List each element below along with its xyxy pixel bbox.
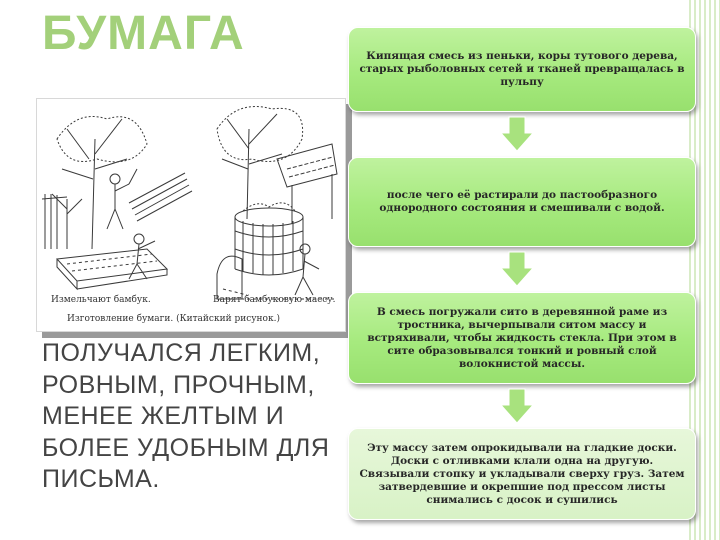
down-arrow-icon	[500, 115, 534, 153]
caption-right: Варят бамбуковую массу.	[213, 295, 336, 305]
down-arrow-icon	[500, 250, 534, 288]
caption-left: Измельчают бамбук.	[51, 295, 151, 305]
process-step-3	[348, 292, 696, 384]
process-step-text: Эту массу затем опрокидывали на гладкие доски. Доски с отливками клали одна на другую. Связывали стопку и укладывали сверху груз. Затем затвердевшие и окрепшие под прессом листы снимались с досок и сушились	[359, 441, 685, 506]
process-step-2	[348, 157, 696, 247]
down-arrow-icon	[500, 387, 534, 425]
paper-description: ПОЛУЧАЛСЯ ЛЕГКИМ, РОВНЫМ, ПРОЧНЫМ, МЕНЕЕ ЖЕЛТЫМ И БОЛЕЕ УДОБНЫМ ДЛЯ ПИСЬМА.	[42, 339, 330, 493]
page-title: БУМАГА	[42, 7, 245, 60]
papermaking-illustration	[36, 98, 346, 332]
process-step-text: В смесь погружали сито в деревянной раме из тростника, вычерпывали ситом массу и встряхивали, чтобы жидкость стекла. При этом в сите образовывался тонкий и ровный слой волокнистой массы.	[367, 305, 677, 370]
process-step-text: после чего её растирали до пастообразного однородного состояния и смешивали с водой.	[379, 189, 665, 214]
process-step-1	[348, 27, 696, 112]
caption-bottom: Изготовление бумаги. (Китайский рисунок.)	[67, 314, 280, 324]
process-step-4	[348, 428, 696, 520]
process-step-text: Кипящая смесь из пеньки, коры тутового дерева, старых рыболовных сетей и тканей превращалась в пульпу	[359, 50, 685, 88]
